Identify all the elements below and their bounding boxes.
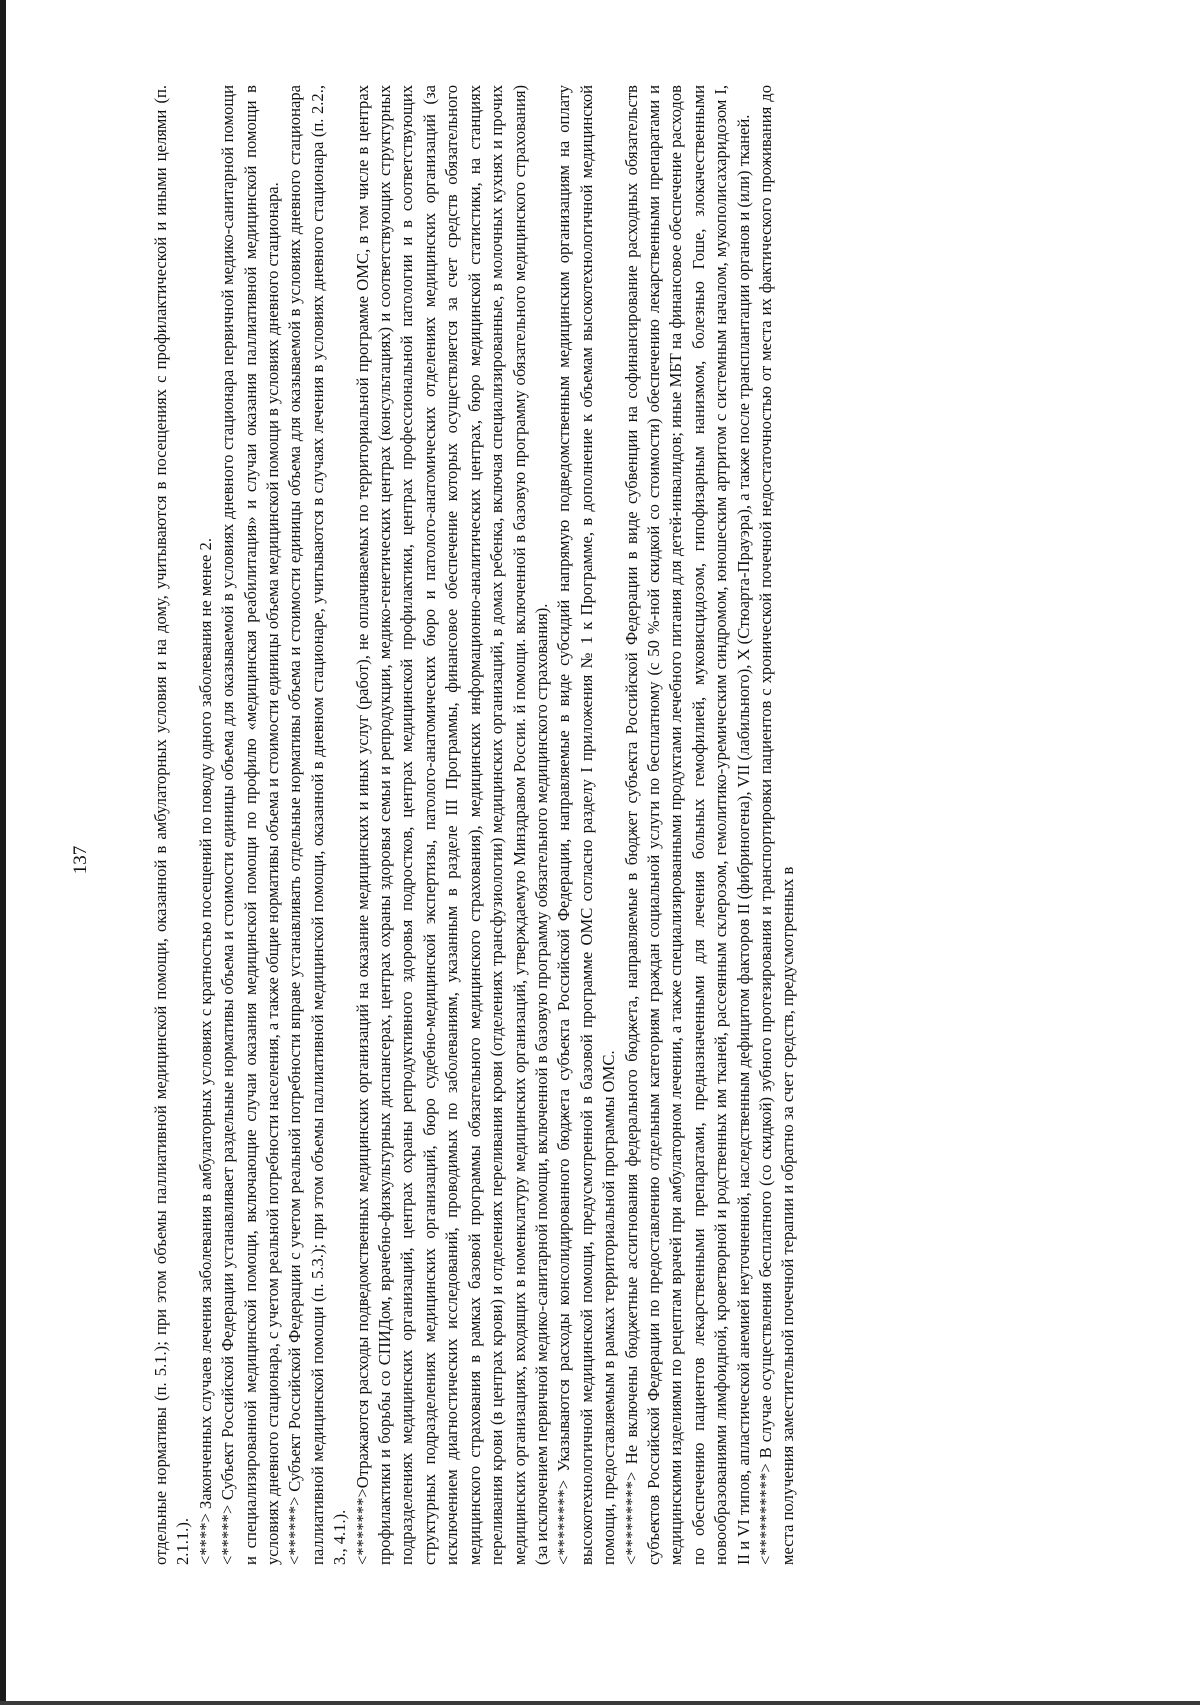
footnote-6-stars: <******> Субъект Российской Федерации с учетом реальной потребности вправе устанавливать отдельные нормативы объема и стоимости единицы объема для оказываемой в условиях дневного стационара паллиативной медицинской помощи (п. 5.3.); при этом объемы паллиативной медицинской помощи, оказанной в дневном стационаре, учитываются в случаях лечения в условиях дневного стационара (п. 2.2., 3., 4.1.). (285, 85, 350, 1565)
scan-border-bottom (0, 1701, 1200, 1705)
footnote-7-stars: <*******>Отражаются расходы подведомственных медицинских организаций на оказание медицинских и иных услуг (работ), не оплачиваемых по территориальной программе ОМС, в том числе в центрах профилактики и борьбы со СПИДом, врачебно-физкультурных диспансерах, центрах охраны здоровья семьи и репродукции, медико-генетических центрах (консультациях) и соответствующих структурных подразделениях медицинских организаций, центрах охраны репродуктивного здоровья подростков, центрах медицинской профилактики, центрах профессиональной патологии и в соответствующих структурных подразделениях медицинских организаций, бюро судебно-медицинской экспертизы, патолого-анатомических бюро и патолого-анатомических отделениях медицинских организаций (за исключением диагностических исследований, проводимых по заболеваниям, указанным в разделе III Программы, финансовое обеспечение которых осуществляется за счет средств обязательного медицинского страхования в рамках базовой программы обязательного медицинского страхования), медицинских информационно-аналитических центрах, бюро медицинской статистики, на станциях переливания крови (в центрах крови) и отделениях переливания крови (отделениях трансфузиологии) медицинских организаций, в домах ребенка, включая специализированные, в молочных кухнях и прочих медицинских организациях, входящих в номенклатуру медицинских организаций, утверждаемую Минздравом России. й помощи. включенной в базовую программу обязательного медицинского страхования) (за исключением первичной медико-санитарной помощи, включенной в базовую программу обязательного медицинского страхования). (352, 85, 551, 1565)
footnote-5-stars: <*****> Субъект Российской Федерации устанавливает раздельные нормативы объема и стоимости единицы объема для оказываемой в условиях дневного стационара первичной медико-санитарной помощи и специализированной медицинской помощи, включающие случаи оказания медицинской помощи по профилю «медицинская реабилитация» и случаи оказания паллиативной медицинской помощи в условиях дневного стационара, с учетом реальной потребности населения, а также общие нормативы объема и стоимости единицы объема медицинской помощи в условиях дневного стационара. (218, 85, 283, 1565)
footnote-9-stars: <*********> Не включены бюджетные ассигнования федерального бюджета, направляемые в бюджет субъекта Российской Федерации в виде субвенции на софинансирование расходных обязательств субъектов Российской Федерации по предоставлению отдельным категориям граждан социальной услуги по бесплатному (с 50 %-ной скидкой со стоимости) обеспечению лекарственными препаратами и медицинскими изделиями по рецептам врачей при амбулаторном лечении, а также специализированными продуктами лечебного питания для детей-инвалидов; иные МБТ на финансовое обеспечение расходов по обеспечению пациентов лекарственными препаратами, предназначенными для лечения больных гемофилией, муковисцидозом, гипофизарным нанизмом, болезнью Гоше, злокачественными новообразованиями лимфоидной, кроветворной и родственных им тканей, рассеянным склерозом, гемолитико-уремическим синдромом, юношеским артритом с системным началом, мукополисахаридозом I, II и VI типов, апластической анемией неуточненной, наследственным дефицитом факторов II (фибриногена), VII (лабильного), X (Стюарта-Прауэра), а также после трансплантации органов и (или) тканей. (621, 85, 753, 1565)
footnote-10-stars: <**********> В случае осуществления бесплатного (со скидкой) зубного протезирования и транспортировки пациентов с хронической почечной недостаточностью от места их фактического проживания до места получения заместительной почечной терапии и обратно за счет средств, предусмотренных в (755, 85, 798, 1565)
page-number: 137 (70, 845, 91, 875)
footnotes-text (150, 85, 800, 1565)
footnote-continuation: отдельные нормативы (п. 5.1.); при этом объемы паллиативной медицинской помощи, оказанной в амбулаторных условия и на дому, учитываются в посещениях с профилактической и иными целями (п. 2.1.1.). (151, 85, 193, 1565)
scan-border-left (0, 0, 6, 1705)
footnote-8-stars: <********> Указываются расходы консолидированного бюджета субъекта Российской Федерации, направляемые в виде субсидий напрямую подведомственным медицинским организациям на оплату высокотехнологичной медицинской помощи, предусмотренной в базовой программе ОМС согласно разделу I приложения № 1 к Программе, в дополнение к объемам высокотехнологичной медицинской помощи, предоставляемым в рамках территориальной программы ОМС. (554, 85, 619, 1565)
footnote-4-stars: <****> Законченных случаев лечения заболевания в амбулаторных условиях с кратностью посещений по поводу одного заболевания не менее 2. (195, 538, 215, 1565)
rotated-document-page (50, 60, 1150, 1660)
